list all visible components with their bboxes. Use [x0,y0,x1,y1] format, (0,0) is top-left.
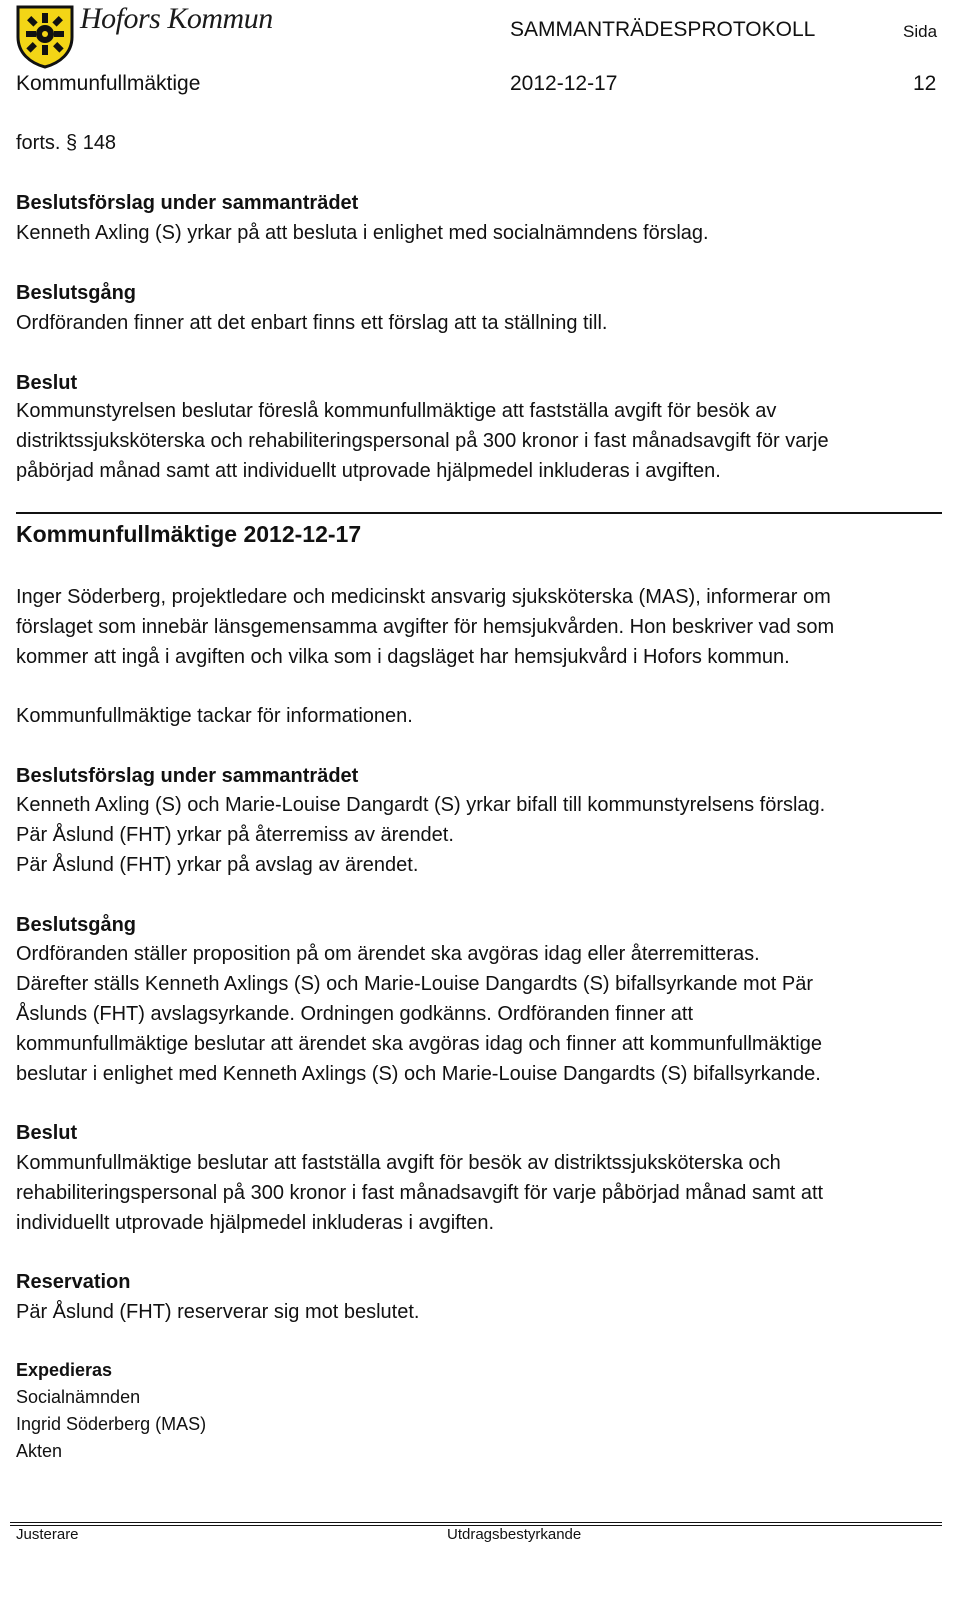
paragraph-line: förslaget som innebär länsgemensamma avgifter för hemsjukvården. Hon beskriver vad som [16,616,835,638]
paragraph-line: Pär Åslund (FHT) yrkar på återremiss av ärendet. [16,824,454,846]
brand-name: Hofors Kommun [80,2,273,35]
meeting-date: 2012-12-17 [510,72,618,95]
decision-paragraph-2 [16,1148,823,1238]
paragraph-line: individuellt utprovade hjälpmedel inkluderas i avgiften. [16,1212,495,1234]
decision-heading: Beslut [16,372,78,394]
distribution-item: Socialnämnden [16,1387,141,1407]
paragraph-line: Inger Söderberg, projektledare och medicinskt ansvarig sjuksköterska (MAS), informerar om [16,586,831,608]
paragraph-line: Kenneth Axling (S) och Marie-Louise Dangardt (S) yrkar bifall till kommunstyrelsens förslag. [16,794,826,816]
paragraph-line: kommunfullmäktige beslutar att ärendet ska avgöras idag och finner att kommunfullmäktige [16,1033,822,1055]
procedure-heading: Beslutsgång [16,282,137,304]
paragraph-line: beslutar i enlighet med Kenneth Axlings (S) och Marie-Louise Dangardts (S) bifallsyrkande. [16,1063,821,1085]
decision-paragraph [16,396,829,486]
paragraph-line: Kommunstyrelsen beslutar föreslå kommunfullmäktige att fastställa avgift för besök av [16,400,777,422]
proposal-heading: Beslutsförslag under sammanträdet [16,192,359,214]
page-number: 12 [913,72,937,95]
procedure-text: Ordföranden finner att det enbart finns ett förslag att ta ställning till. [16,312,608,334]
paragraph-line: Kommunfullmäktige beslutar att fastställa avgift för besök av distriktssjuksköterska och [16,1152,781,1174]
council-info-paragraph [16,582,834,672]
decision-heading-2: Beslut [16,1122,78,1144]
reservation-heading: Reservation [16,1271,131,1293]
paragraph-line: kommer att ingå i avgiften och vilka som i dagsläget har hemsjukvård i Hofors kommun. [16,646,790,668]
council-thanks: Kommunfullmäktige tackar för informationen. [16,705,413,727]
footer-justerare: Justerare [16,1526,79,1543]
distribution-item: Akten [16,1441,63,1461]
hofors-coat-of-arms-logo [14,3,76,69]
distribution-item: Ingrid Söderberg (MAS) [16,1414,207,1434]
section-continuation: forts. § 148 [16,132,117,154]
footer-utdragsbestyrkande: Utdragsbestyrkande [447,1526,582,1543]
procedure-heading-2: Beslutsgång [16,914,137,936]
paragraph-line: Ordföranden ställer proposition på om ärendet ska avgöras idag eller återremitteras. [16,943,760,965]
reservation-text: Pär Åslund (FHT) reserverar sig mot beslutet. [16,1301,420,1323]
doc-type: SAMMANTRÄDESPROTOKOLL [510,18,816,41]
section-divider [16,512,942,514]
meeting-body: Kommunfullmäktige [16,72,201,95]
paragraph-line: Därefter ställs Kenneth Axlings (S) och Marie-Louise Dangardts (S) bifallsyrkande mot Pär [16,973,814,995]
paragraph-line: distriktssjuksköterska och rehabiliteringspersonal på 300 kronor i fast månadsavgift för varje [16,430,829,452]
paragraph-line: Pär Åslund (FHT) yrkar på avslag av ärendet. [16,854,419,876]
procedure-paragraph-2 [16,939,822,1089]
footer-rule [10,1522,942,1523]
proposal-heading-2: Beslutsförslag under sammanträdet [16,765,359,787]
page-label: Sida [903,22,938,41]
distribution-heading: Expedieras [16,1360,113,1380]
council-heading: Kommunfullmäktige 2012-12-17 [16,521,362,547]
paragraph-line: Åslunds (FHT) avslagsyrkande. Ordningen godkänns. Ordföranden finner att [16,1003,694,1025]
paragraph-line: påbörjad månad samt att individuellt utprovade hjälpmedel inkluderas i avgiften. [16,460,721,482]
proposal-paragraph-2 [16,790,825,880]
proposal-text: Kenneth Axling (S) yrkar på att besluta i enlighet med socialnämndens förslag. [16,222,709,244]
paragraph-line: rehabiliteringspersonal på 300 kronor i fast månadsavgift för varje påbörjad månad samt att [16,1182,824,1204]
